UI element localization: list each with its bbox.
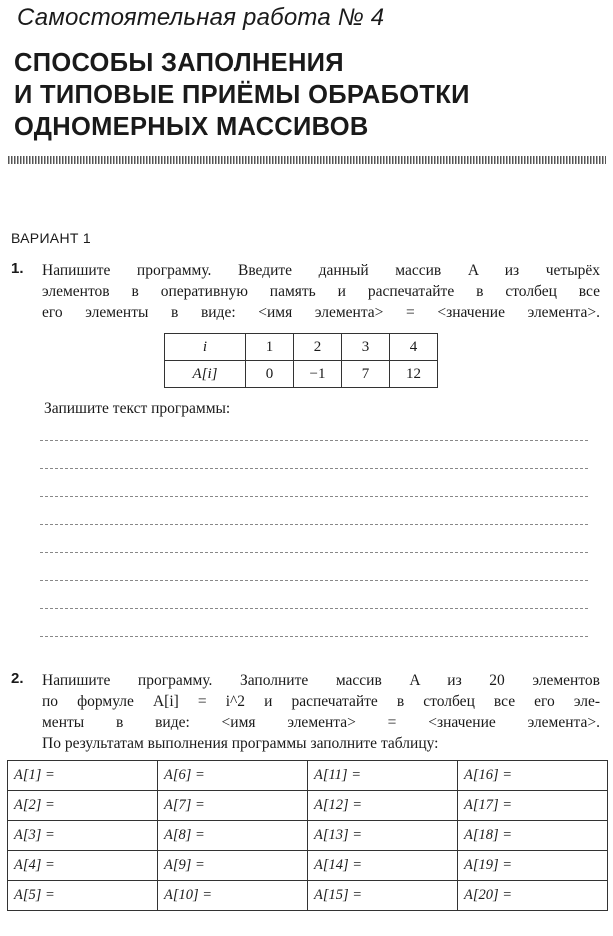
result-cell[interactable]: A[14] = [308, 851, 458, 881]
heading-line-3: ОДНОМЕРНЫХ МАССИВОВ [14, 113, 369, 141]
task-2-line-4: По результатам выполнения программы заполните таблицу: [42, 735, 439, 752]
task-2-text [42, 670, 600, 754]
heading-line-2: И ТИПОВЫЕ ПРИЁМЫ ОБРАБОТКИ [14, 81, 470, 109]
write-program-prompt: Запишите текст программы: [44, 400, 231, 417]
answer-line[interactable] [40, 468, 588, 469]
dotted-divider [8, 156, 606, 164]
result-cell[interactable]: A[17] = [458, 791, 608, 821]
result-cell[interactable]: A[13] = [308, 821, 458, 851]
work-title: Самостоятельная работа № 4 [17, 4, 385, 31]
array-value-row [165, 361, 438, 388]
result-cell[interactable]: A[12] = [308, 791, 458, 821]
answer-line[interactable] [40, 440, 588, 441]
value-cell: 12 [390, 361, 438, 388]
results-row [8, 851, 608, 881]
answer-line[interactable] [40, 524, 588, 525]
task-1-line-1: Напишите программу. Введите данный массив A из четырёх [42, 262, 600, 279]
result-cell[interactable]: A[15] = [308, 881, 458, 911]
result-cell[interactable]: A[4] = [8, 851, 158, 881]
answer-line[interactable] [40, 636, 588, 637]
task-2-line-1: Напишите программу. Заполните массив A из 20 элементов [42, 672, 600, 689]
answer-line[interactable] [40, 608, 588, 609]
task-1-line-2: элементов в оперативную память и распечатайте в столбец все [42, 283, 600, 300]
result-cell[interactable]: A[8] = [158, 821, 308, 851]
answer-line[interactable] [40, 552, 588, 553]
result-cell[interactable]: A[3] = [8, 821, 158, 851]
result-cell[interactable]: A[6] = [158, 761, 308, 791]
task-1-text [42, 260, 600, 323]
result-cell[interactable]: A[1] = [8, 761, 158, 791]
result-cell[interactable]: A[16] = [458, 761, 608, 791]
page-heading [14, 47, 599, 143]
result-cell[interactable]: A[10] = [158, 881, 308, 911]
results-row [8, 761, 608, 791]
array-table [164, 333, 438, 388]
result-cell[interactable]: A[11] = [308, 761, 458, 791]
index-header: i [165, 334, 246, 361]
result-cell[interactable]: A[20] = [458, 881, 608, 911]
result-cell[interactable]: A[5] = [8, 881, 158, 911]
result-cell[interactable]: A[19] = [458, 851, 608, 881]
result-cell[interactable]: A[18] = [458, 821, 608, 851]
value-cell: −1 [294, 361, 342, 388]
task-2-line-2: по формуле A[i] = i^2 и распечатайте в столбец все его эле- [42, 693, 600, 710]
result-cell[interactable]: A[9] = [158, 851, 308, 881]
results-table [7, 760, 608, 911]
value-cell: 7 [342, 361, 390, 388]
index-cell: 4 [390, 334, 438, 361]
variant-label: ВАРИАНТ 1 [11, 230, 91, 246]
task-2-number: 2. [11, 670, 24, 687]
index-cell: 3 [342, 334, 390, 361]
value-header: A[i] [165, 361, 246, 388]
value-cell: 0 [246, 361, 294, 388]
results-row [8, 791, 608, 821]
task-2-line-3: менты в виде: <имя элемента> = <значение элемента>. [42, 714, 600, 731]
array-index-row [165, 334, 438, 361]
index-cell: 1 [246, 334, 294, 361]
result-cell[interactable]: A[7] = [158, 791, 308, 821]
result-cell[interactable]: A[2] = [8, 791, 158, 821]
index-cell: 2 [294, 334, 342, 361]
answer-line[interactable] [40, 580, 588, 581]
results-row [8, 821, 608, 851]
heading-line-1: СПОСОБЫ ЗАПОЛНЕНИЯ [14, 49, 344, 77]
task-1-line-3: его элементы в виде: <имя элемента> = <значение элемента>. [42, 304, 600, 321]
task-1-number: 1. [11, 260, 24, 277]
results-row [8, 881, 608, 911]
answer-line[interactable] [40, 496, 588, 497]
